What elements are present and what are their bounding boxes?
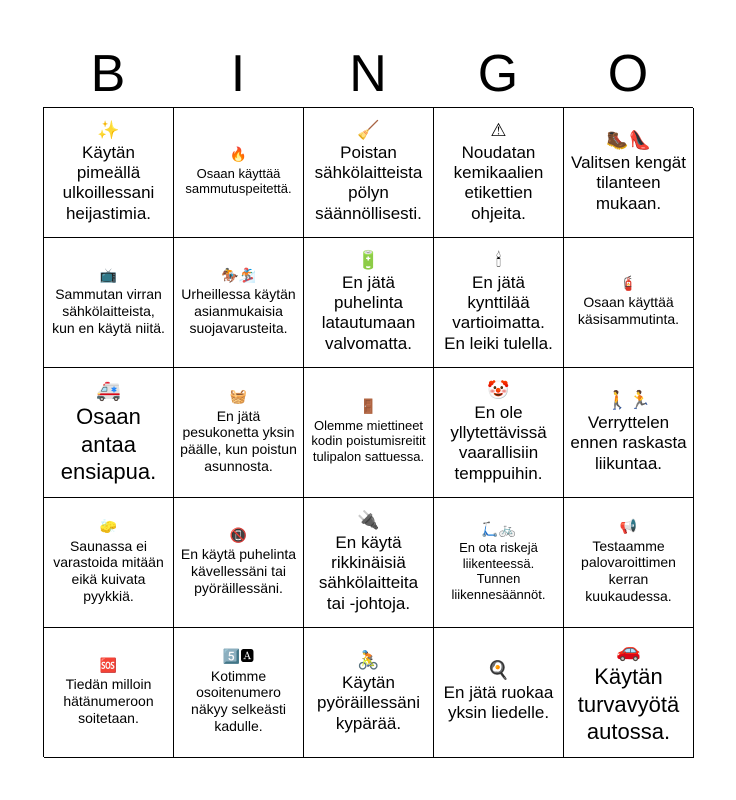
bingo-cell[interactable]	[564, 108, 694, 238]
bingo-cell[interactable]	[44, 498, 174, 628]
cell-emoji-icon: 🥾👠	[606, 130, 651, 152]
bingo-cell[interactable]	[304, 238, 434, 368]
cell-emoji-icon: 🚗	[616, 638, 641, 663]
header-letter-n: N	[349, 45, 387, 103]
cell-text: Urheillessa käytän asianmukaisia suojavarusteita.	[181, 286, 296, 336]
bingo-grid	[43, 107, 693, 757]
cell-emoji-icon: 🚑	[96, 378, 121, 403]
cell-emoji-icon: 🚶🏃	[606, 390, 651, 412]
cell-text: Olemme miettineet kodin poistumisreitit tulipalon sattuessa.	[311, 417, 426, 464]
bingo-cell[interactable]	[564, 238, 694, 368]
cell-text: En käytä puhelinta kävellessäni tai pyöräillessäni.	[180, 546, 297, 596]
bingo-cell[interactable]	[174, 368, 304, 498]
cell-emoji-icon: ⚠	[490, 119, 507, 141]
cell-text: Noudatan kemikaalien etikettien ohjeita.	[453, 142, 544, 223]
cell-emoji-icon: 🏇🏂	[221, 267, 256, 284]
cell-text: Kotimme osoitenumero näkyy selkeästi kadulle.	[191, 667, 286, 734]
cell-emoji-icon: 🕯	[495, 249, 502, 271]
cell-text: En ota riskejä liikenteessä. Tunnen liikennesäännöt.	[451, 540, 546, 602]
bingo-cell[interactable]	[44, 628, 174, 758]
cell-emoji-icon: 🔌	[357, 509, 380, 531]
cell-text: Saunassa ei varastoida mitään eikä kuivata pyykkiä.	[53, 537, 164, 604]
cell-emoji-icon: 🆘	[99, 657, 118, 674]
cell-text: Poistan sähkölaitteista pölyn säännöllisesti.	[314, 142, 423, 223]
header-letter-b: B	[90, 45, 126, 103]
bingo-cell[interactable]	[304, 628, 434, 758]
header-letter-o: O	[607, 45, 649, 103]
cell-text: Osaan käyttää käsisammutinta.	[577, 294, 680, 328]
bingo-cell[interactable]	[434, 108, 564, 238]
header-letter-g: G	[477, 45, 519, 103]
cell-emoji-icon: ✨	[97, 119, 120, 141]
cell-text: Osaan käyttää sammutuspeitettä.	[185, 165, 292, 197]
cell-text: Osaan antaa ensiapua.	[60, 404, 157, 485]
bingo-cell[interactable]	[44, 108, 174, 238]
cell-text: En jätä kynttilää vartioimatta. En leiki tulella.	[444, 272, 553, 353]
cell-emoji-icon: 🛴🚲	[481, 521, 516, 538]
bingo-cell[interactable]	[174, 498, 304, 628]
cell-text: En jätä ruokaa yksin liedelle.	[443, 683, 554, 723]
cell-text: Tiedän milloin hätänumeroon soitetaan.	[63, 676, 154, 726]
cell-emoji-icon: 🔋	[357, 249, 380, 271]
bingo-cell[interactable]	[304, 498, 434, 628]
cell-emoji-icon: 🧺	[229, 389, 248, 406]
bingo-cell[interactable]	[434, 498, 564, 628]
cell-emoji-icon: 📢	[619, 519, 638, 536]
bingo-cell[interactable]	[564, 498, 694, 628]
cell-text: Sammutan virran sähkölaitteista, kun en käytä niitä.	[52, 286, 165, 336]
cell-text: Valitsen kengät tilanteen mukaan.	[571, 152, 686, 213]
cell-emoji-icon: 🚪	[359, 399, 378, 416]
bingo-cell[interactable]	[434, 628, 564, 758]
cell-emoji-icon: 🧯	[619, 276, 638, 292]
cell-text: En käytä rikkinäisiä sähkölaitteita tai -johtoja.	[318, 532, 419, 613]
bingo-cell[interactable]	[434, 368, 564, 498]
bingo-cell[interactable]	[564, 368, 694, 498]
bingo-cell[interactable]	[44, 368, 174, 498]
bingo-header	[43, 40, 693, 108]
bingo-cell[interactable]	[174, 238, 304, 368]
bingo-cell[interactable]	[174, 628, 304, 758]
bingo-cell[interactable]	[564, 628, 694, 758]
cell-text: Käytän turvavyötä autossa.	[577, 664, 680, 745]
cell-emoji-icon: 🚴	[357, 650, 380, 672]
cell-text: Verryttelen ennen raskasta liikuntaa.	[570, 412, 687, 473]
cell-emoji-icon: 5️⃣🅰	[222, 649, 255, 666]
cell-text: En ole yllytettävissä vaarallisiin temppuihin.	[450, 402, 547, 483]
cell-text: En jätä puhelinta latautumaan valvomatta.	[321, 272, 416, 353]
cell-text: Testaamme palovaroittimen kerran kuukaudessa.	[581, 537, 676, 604]
cell-emoji-icon: 🔥	[229, 147, 248, 164]
cell-text: En jätä pesukonetta yksin päälle, kun poistun asunnosta.	[180, 407, 297, 474]
cell-emoji-icon: 🧹	[357, 119, 380, 141]
cell-emoji-icon: 🤡	[487, 379, 510, 401]
bingo-cell[interactable]	[174, 108, 304, 238]
cell-emoji-icon: 🧽	[99, 519, 118, 536]
bingo-cell[interactable]	[44, 238, 174, 368]
header-letter-i: I	[230, 45, 246, 103]
bingo-cell[interactable]	[434, 238, 564, 368]
cell-emoji-icon: 🍳	[487, 660, 510, 682]
bingo-cell[interactable]	[304, 368, 434, 498]
cell-text: Käytän pyöräillessäni kypärää.	[317, 672, 420, 733]
bingo-cell[interactable]	[304, 108, 434, 238]
cell-text: Käytän pimeällä ulkoillessani heijastimia.	[62, 142, 155, 223]
cell-emoji-icon: 📵	[229, 527, 248, 544]
cell-emoji-icon: 📺	[99, 267, 118, 284]
